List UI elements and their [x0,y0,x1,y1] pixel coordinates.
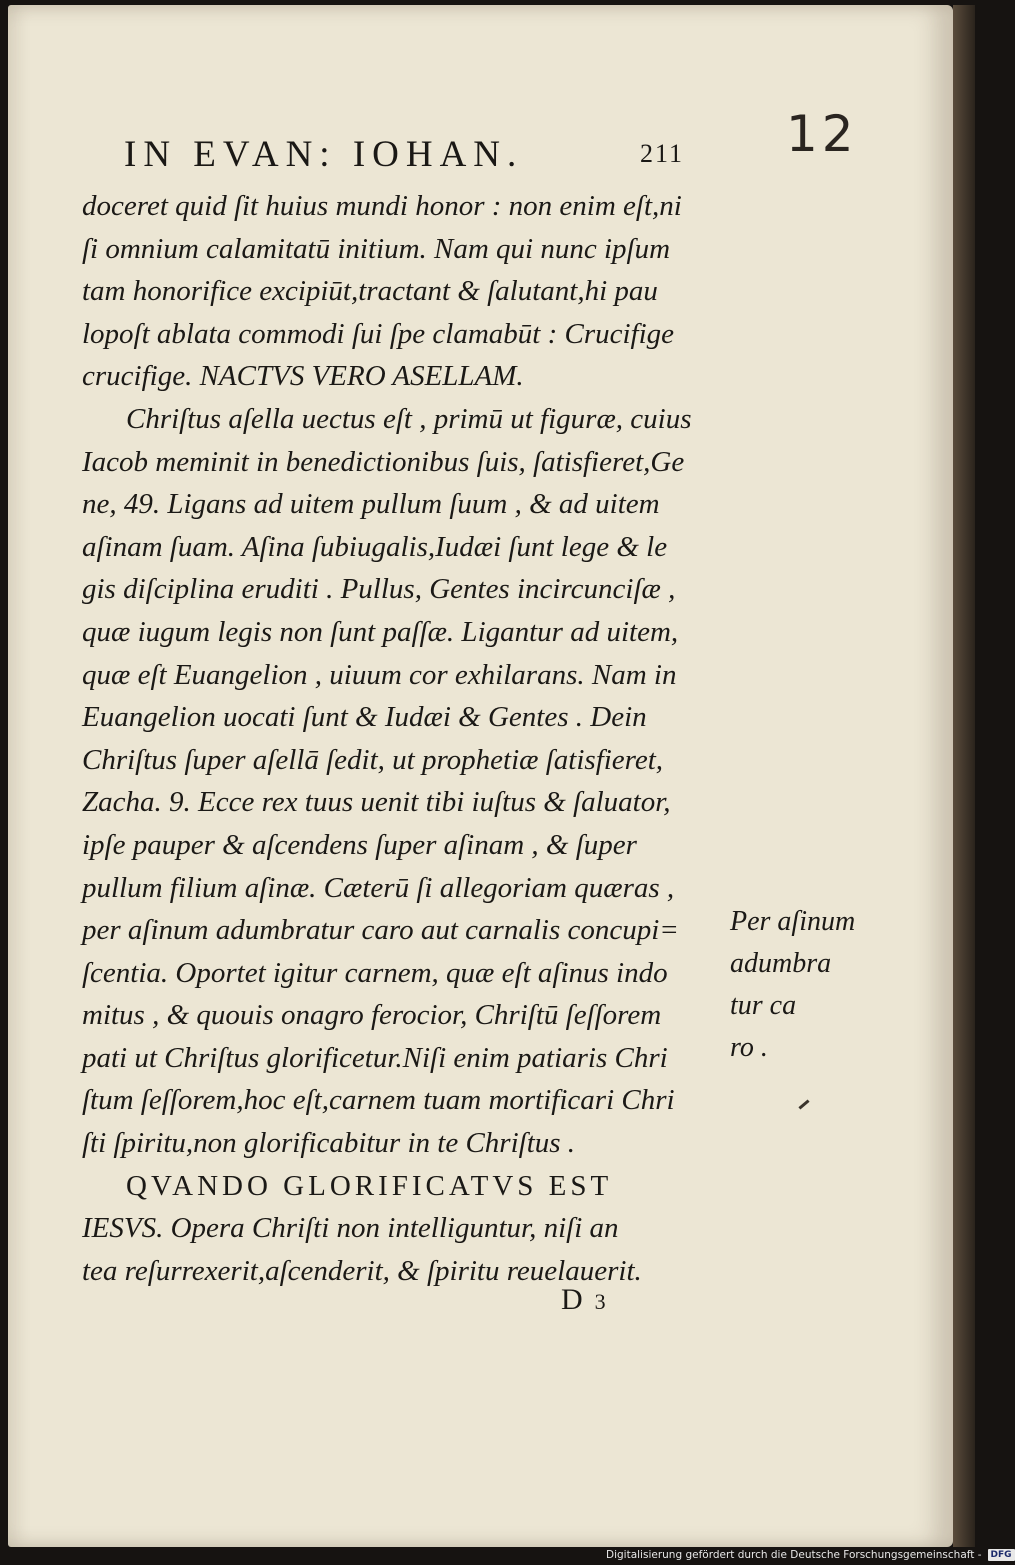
marginal-note-line: tur ca [730,990,797,1021]
credit-text: Digitalisierung gefördert durch die Deutsche Forschungsgemeinschaft - [606,1549,982,1561]
text-line: Zacha. 9. Ecce rex tuus uenit tibi iuſtus & ſaluator, [82,786,671,819]
text-line: ſcentia. Oportet igitur carnem, quæ eſt aſinus indo [82,956,668,989]
ink-mark [798,1099,809,1109]
page-number: 211 [640,139,685,168]
marginal-note-line: ro . [730,1032,768,1063]
text-line: ſi omnium calamitatū initium. Nam qui nunc ipſum [82,232,671,265]
running-head [124,133,704,177]
text-line: ſtum ſeſſorem,hoc eſt,carnem tuam mortificari Chri [82,1084,675,1117]
marginal-note [730,901,890,1069]
text-line: IESVS. Opera Chriſti non intelliguntur, niſi an [82,1212,619,1245]
text-line: Euangelion uocati ſunt & Iudæi & Gentes . Dein [82,701,647,734]
section-heading: QVANDO GLORIFICATVS EST [126,1169,613,1202]
handwritten-folio-number: 12 [786,105,858,163]
text-line: ipſe pauper & aſcendens ſuper aſinam , & ſuper [82,828,637,861]
digitization-credit [606,1546,1012,1564]
text-line: Chriſtus ſuper aſellā ſedit, ut prophetiæ ſatisfieret, [82,743,664,776]
text-line: tam honorifice excipiūt,tractant & ſalutant,hi pau [82,275,658,308]
text-line: aſinam ſuam. Aſina ſubiugalis,Iudæi ſunt lege & le [82,530,668,563]
page-edge [953,5,975,1547]
signature-mark [561,1283,641,1323]
body-text [82,185,732,1292]
text-line: ne, 49. Ligans ad uitem pullum ſuum , & ad uitem [82,488,660,521]
text-line: per aſinum adumbratur caro aut carnalis concupi= [82,914,679,947]
text-line: Chriſtus aſella uectus eſt , primū ut figuræ, cuius [126,402,692,435]
dfg-logo-icon: DFG [988,1549,1015,1561]
signature-letter: D [561,1283,595,1316]
marginal-note-line: adumbra [730,948,832,979]
text-line: ſti ſpiritu,non glorificabitur in te Chriſtus . [82,1127,576,1160]
running-head-title: IN EVAN: IOHAN. [124,134,524,175]
text-line: quæ iugum legis non ſunt paſſæ. Ligantur ad uitem, [82,615,679,648]
text-line: Iacob meminit in benedictionibus ſuis, ſatisfieret,Ge [82,445,685,478]
text-line: quæ eſt Euangelion , uiuum cor exhilarans. Nam in [82,658,677,691]
signature-number: 3 [594,1289,618,1314]
book-page [8,5,953,1547]
text-line: pati ut Chriſtus glorificetur.Niſi enim patiaris Chri [82,1041,668,1074]
text-line: gis diſciplina eruditi . Pullus, Gentes incircunciſæ , [82,573,676,606]
marginal-note-line: Per aſinum [730,906,856,937]
text-line: tea reſurrexerit,aſcenderit, & ſpiritu reuelauerit. [82,1254,642,1287]
text-line: pullum filium aſinæ. Cæterū ſi allegoriam quæras , [82,871,675,904]
text-line: crucifige. NACTVS VERO ASELLAM. [82,360,524,393]
text-line: doceret quid ſit huius mundi honor : non enim eſt,ni [82,190,682,222]
text-line: lopoſt ablata commodi ſui ſpe clamabūt : Crucifige [82,317,675,350]
text-line: mitus , & quouis onagro ferocior, Chriſtū ſeſſorem [82,999,662,1032]
